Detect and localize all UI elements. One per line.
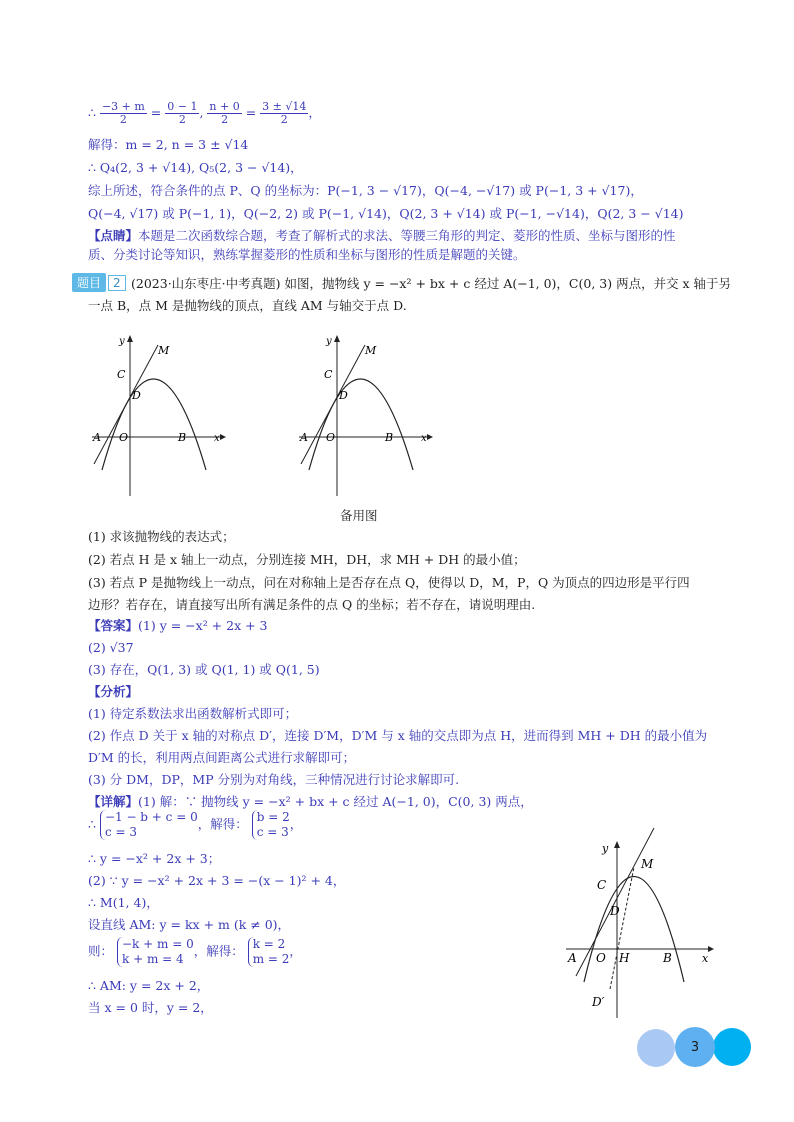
x-axis-arrow bbox=[427, 434, 433, 440]
sys1-mid: ，解得： bbox=[197, 816, 248, 832]
detail-8: ∴ AM: y = 2x + 2， bbox=[88, 978, 210, 993]
summary-line-1: 综上所述，符合条件的点 P、Q 的坐标为：P(−1, 3 − √17)，Q(−4, −√17) 或 P(−1, 3 + √17)， bbox=[88, 183, 643, 198]
question-stem-1: (2023·山东枣庄·中考真题) 如图，抛物线 y = −x² + bx + c 经过 A(−1, 0)，C(0, 3) 两点，并交 x 轴于另 bbox=[131, 276, 732, 291]
page-circle-right bbox=[713, 1028, 751, 1066]
label-c: C bbox=[117, 368, 126, 381]
label-m: M bbox=[158, 344, 170, 357]
analysis-3: (3) 分 DM，DP，MP 分别为对角线，三种情况进行讨论求解即可. bbox=[88, 772, 460, 787]
label-m: M bbox=[365, 344, 377, 357]
summary-line-2: Q(−4, √17) 或 P(−1, 1)，Q(−2, 2) 或 P(−1, √14)，Q(2, 3 + √14) 或 P(−1, −√14)，Q(2, 3 − √14) bbox=[88, 206, 684, 221]
equals-sign: = bbox=[150, 105, 162, 120]
label-x: x bbox=[421, 433, 427, 444]
detail-1: (1) 解：∵ 抛物线 y = −x² + bx + c 经过 A(−1, 0)，C(0, 3) 两点， bbox=[138, 794, 533, 809]
label-y: y bbox=[119, 336, 125, 347]
dianjing-line-1 bbox=[88, 227, 676, 245]
label-b: B bbox=[385, 431, 394, 444]
label-d: D bbox=[132, 389, 141, 402]
question-part-1: (1) 求该抛物线的表达式； bbox=[88, 529, 235, 544]
fraction-1-numerator: −3 + m bbox=[101, 100, 145, 113]
sys2-eq-b: k + m = 4 bbox=[122, 952, 184, 966]
answer-3: (3) 存在，Q(1, 3) 或 Q(1, 1) 或 Q(1, 5) bbox=[88, 662, 320, 677]
dianjing-text-1: 本题是二次函数综合题，考查了解析式的求法、等腰三角形的判定、菱形的性质、坐标与图形的性 bbox=[138, 228, 676, 243]
answer-1: (1) y = −x² + 2x + 3 bbox=[138, 618, 268, 633]
label-y: y bbox=[326, 336, 332, 347]
parabola-curve bbox=[309, 379, 413, 470]
analysis-tag: 【分析】 bbox=[88, 684, 139, 699]
detail-6: 设直线 AM: y = kx + m (k ≠ 0)， bbox=[88, 917, 291, 932]
sys1-eq-d: c = 3 bbox=[256, 825, 289, 839]
fraction-2-numerator: 0 − 1 bbox=[167, 100, 198, 113]
x-axis-arrow bbox=[220, 434, 226, 440]
system-equation-1 bbox=[88, 810, 302, 840]
sys2-mid: ，解得： bbox=[193, 943, 244, 959]
dianjing-line-2: 质、分类讨论等知识，熟练掌握菱形的性质和坐标与图形的性质是解题的关键。 bbox=[88, 247, 526, 262]
fraction-2 bbox=[165, 101, 199, 126]
question-part-3b: 边形？若存在，请直接写出所有满足条件的点 Q 的坐标；若不存在，请说明理由. bbox=[88, 597, 536, 612]
dianjing-tag: 【点睛】 bbox=[88, 228, 139, 243]
page-number-decoration bbox=[637, 1027, 752, 1067]
system-equation-2 bbox=[88, 937, 302, 967]
question-number: 2 bbox=[108, 275, 126, 291]
sys1-end: ， bbox=[289, 816, 303, 832]
sys2-eq-a: −k + m = 0 bbox=[122, 937, 194, 951]
question-label: 题目 bbox=[72, 273, 106, 292]
analysis-2a: (2) 作点 D 关于 x 轴的对称点 D′，连接 D′M，D′M 与 x 轴的交点即为点 H，进而得到 MH + DH 的最小值为 bbox=[88, 728, 708, 743]
line-am bbox=[576, 828, 654, 976]
y-axis-arrow bbox=[614, 841, 620, 848]
analysis-1: (1) 待定系数法求出函数解析式即可； bbox=[88, 706, 298, 721]
label-b: B bbox=[178, 431, 187, 444]
label-x: x bbox=[214, 433, 220, 444]
question-part-3a: (3) 若点 P 是抛物线上一动点，问在对称轴上是否存在点 Q，使得以 D，M，P，Q 为顶点的四边形是平行四 bbox=[88, 575, 690, 590]
parabola-curve bbox=[584, 877, 684, 983]
question-part-2: (2) 若点 H 是 x 轴上一动点，分别连接 MH，DH，求 MH + DH 的最小值； bbox=[88, 552, 526, 567]
fraction-2-denominator: 2 bbox=[178, 113, 186, 126]
label-m: M bbox=[641, 857, 654, 871]
detail-line-1 bbox=[88, 793, 533, 811]
label-x: x bbox=[702, 952, 709, 965]
label-c: C bbox=[324, 368, 333, 381]
question-badge bbox=[72, 273, 126, 292]
sys1-eq-a: −1 − b + c = 0 bbox=[104, 810, 198, 824]
system-1-left bbox=[100, 810, 198, 840]
label-o: O bbox=[326, 431, 336, 444]
sys2-eq-d: m = 2 bbox=[252, 952, 290, 966]
label-a: A bbox=[568, 951, 577, 965]
sys2-eq-c: k = 2 bbox=[252, 937, 286, 951]
label-d-prime: D′ bbox=[592, 995, 605, 1009]
label-d: D bbox=[610, 904, 620, 918]
detail-9: 当 x = 0 时，y = 2， bbox=[88, 1000, 213, 1015]
fraction-4 bbox=[260, 101, 308, 126]
q-points-line: ∴ Q₄(2, 3 + √14), Q₅(2, 3 − √14)， bbox=[88, 160, 303, 175]
sys2-pre: 则： bbox=[88, 943, 114, 959]
label-d: D bbox=[339, 389, 348, 402]
fraction-3-numerator: n + 0 bbox=[209, 100, 240, 113]
sys1-eq-b: c = 3 bbox=[104, 825, 137, 839]
fraction-4-numerator: 3 ± √14 bbox=[262, 100, 307, 113]
figure-caption: 备用图 bbox=[340, 508, 378, 523]
line-am bbox=[301, 345, 365, 464]
parabola-figure-1 bbox=[88, 330, 228, 500]
label-o: O bbox=[119, 431, 129, 444]
fraction-equation: ∴ $\frac{-3 + m}{2}$ = $\frac{0 - 1}{2}$ , $\frac{n + 0}{2}$ = $\frac{3 \pm √14}{2}$ ， bbox=[88, 100, 321, 126]
system-2-left bbox=[117, 937, 194, 967]
fraction-3 bbox=[207, 101, 241, 126]
answer-tag: 【答案】 bbox=[88, 618, 139, 633]
analysis-2b: D′M 的长，利用两点间距离公式进行求解即可； bbox=[88, 750, 356, 765]
fraction-1-denominator: 2 bbox=[119, 113, 127, 126]
answer-line-1 bbox=[88, 617, 268, 635]
parabola-curve bbox=[102, 379, 206, 470]
label-b: B bbox=[663, 951, 672, 965]
question-stem-2: 一点 B，点 M 是抛物线的顶点，直线 AM 与轴交于点 D. bbox=[88, 298, 407, 313]
system-1-right bbox=[252, 810, 290, 840]
page-circle-left bbox=[637, 1029, 675, 1067]
label-h: H bbox=[619, 951, 630, 965]
system-2-right bbox=[248, 937, 290, 967]
detail-tag: 【详解】 bbox=[88, 794, 139, 809]
line-dprime-m bbox=[610, 867, 634, 989]
y-axis-arrow bbox=[334, 335, 340, 342]
detail-3: ∴ y = −x² + 2x + 3； bbox=[88, 851, 221, 866]
label-y: y bbox=[602, 842, 609, 855]
detail-5: ∴ M(1, 4)， bbox=[88, 895, 159, 910]
detail-4: (2) ∵ y = −x² + 2x + 3 = −(x − 1)² + 4， bbox=[88, 873, 346, 888]
sys1-eq-c: b = 2 bbox=[256, 810, 290, 824]
sys2-end: ， bbox=[289, 943, 302, 959]
fraction-3-denominator: 2 bbox=[221, 113, 229, 126]
fraction-1 bbox=[100, 101, 147, 126]
line-am bbox=[94, 345, 158, 464]
y-axis-arrow bbox=[127, 335, 133, 342]
solution-figure bbox=[562, 826, 722, 1022]
solution-line: 解得：m = 2, n = 3 ± √14 bbox=[88, 137, 249, 152]
page-number: 3 bbox=[675, 1027, 715, 1067]
parabola-figure-2 bbox=[295, 330, 435, 500]
label-a: A bbox=[300, 431, 308, 444]
therefore-symbol: ∴ bbox=[88, 816, 96, 832]
label-o: O bbox=[596, 951, 606, 965]
fraction-4-denominator: 2 bbox=[280, 113, 288, 126]
label-c: C bbox=[597, 878, 607, 892]
label-a: A bbox=[93, 431, 101, 444]
x-axis-arrow bbox=[708, 946, 714, 952]
therefore-symbol: ∴ bbox=[88, 105, 96, 120]
answer-2: (2) √37 bbox=[88, 640, 134, 655]
equals-sign-2: = bbox=[245, 105, 257, 120]
